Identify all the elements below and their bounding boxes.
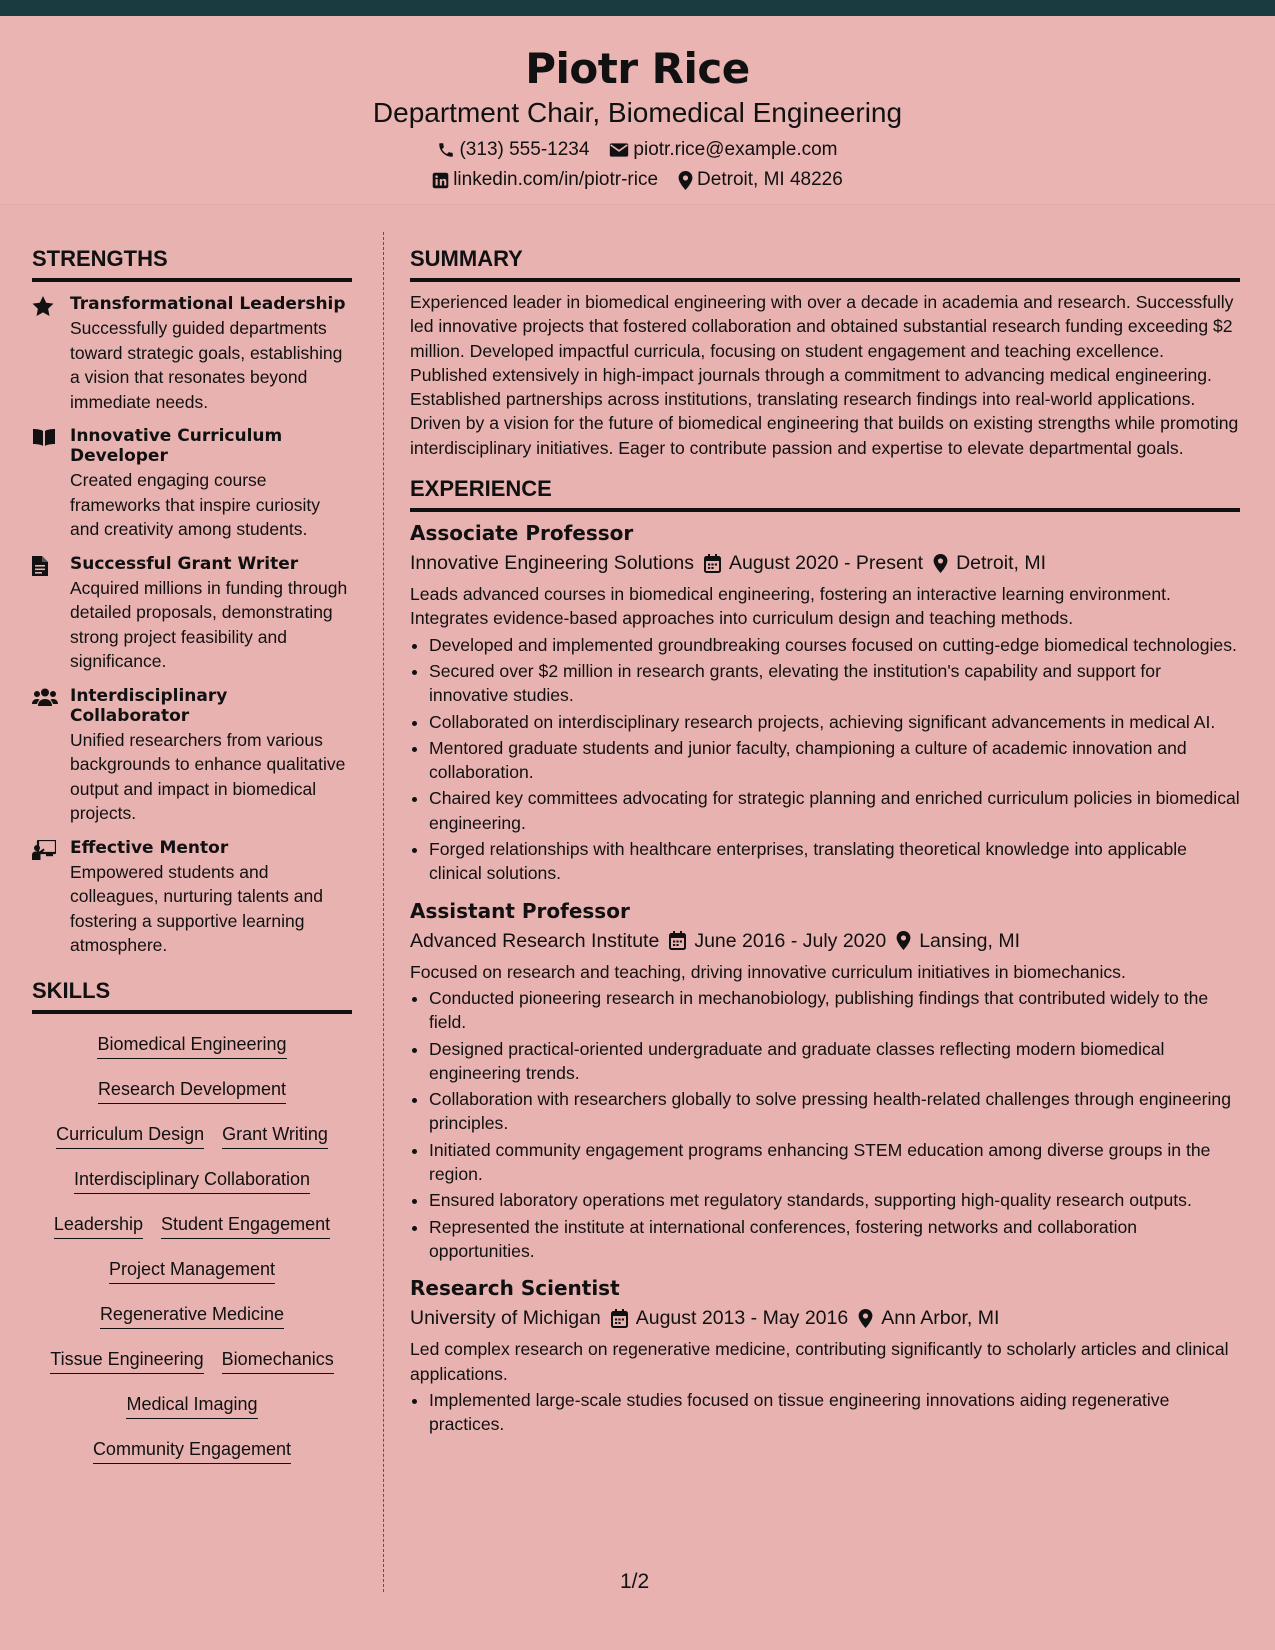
strength-desc: Created engaging course frameworks that inspire curiosity and creativity among students. [70,470,320,539]
phone-text: (313) 555-1234 [459,139,590,160]
email-text[interactable]: piotr.rice@example.com [633,139,838,160]
candidate-title: Department Chair, Biomedical Engineering [372,97,903,128]
location-contact [678,168,843,192]
strength-title: Transformational Leadership [70,294,346,314]
job-dates: August 2020 - Present [729,552,924,575]
job-bullets [410,633,1240,886]
skill-row [32,1204,352,1249]
skill-row [32,1114,352,1159]
strength-item [32,686,352,826]
job-bullet: • Secured over $2 million in research grants, elevating the institution's capability and support for innovative studies. [429,659,1240,708]
job-bullet: • Implemented large-scale studies focused on tissue engineering innovations aiding regenerative practices. [429,1388,1240,1437]
job-bullet: • Ensured laboratory operations met regulatory standards, supporting high-quality research outputs. [429,1188,1240,1212]
job-bullet: • Chaired key committees advocating for strategic planning and enriched curriculum policies in biomedical engineering. [429,786,1240,835]
skills-list [32,1024,352,1474]
experience-heading: EXPERIENCE [410,474,1240,512]
contact-row-2 [0,168,1275,192]
skill-row [32,1384,352,1429]
strength-item [32,294,352,414]
strength-title: Interdisciplinary Collaborator [70,685,228,726]
phone-icon [437,141,455,159]
job-location: Lansing, MI [919,929,1021,952]
job-company: Advanced Research Institute [410,929,660,952]
skills-heading: SKILLS [32,976,352,1014]
star-icon [32,296,54,317]
job-bullets [410,1388,1240,1437]
job-description: Led complex research on regenerative medicine, contributing significantly to scholarly articles and clinical applications. [410,1339,1229,1384]
document-icon [32,556,48,576]
job-bullet: • Collaborated on interdisciplinary research projects, achieving significant advancements in medical AI. [429,710,1240,734]
page-number: 1/2 [620,1570,650,1593]
book-icon [32,428,56,446]
candidate-name: Piotr Rice [525,44,750,93]
strength-item [32,838,352,958]
skill-tag: Regenerative Medicine [100,1303,284,1329]
job-description: Focused on research and teaching, driving innovative curriculum initiatives in biomechanics. [410,961,1126,982]
envelope-icon [609,141,629,159]
skill-tag: Curriculum Design [56,1123,204,1149]
job-role: Associate Professor [410,521,634,546]
column-divider [383,232,384,1592]
job-bullet: • Represented the institute at international conferences, fostering networks and collaboration opportunities. [429,1215,1240,1264]
job-meta [410,928,1240,954]
linkedin-contact[interactable] [432,168,658,192]
left-column [32,244,352,1474]
job-bullet: • Conducted pioneering research in mechanobiology, publishing findings that contributed widely to the field. [429,986,1240,1035]
strength-desc: Successfully guided departments toward strategic goals, establishing a vision that resonates beyond immediate needs. [70,318,343,412]
job-role: Assistant Professor [410,898,630,923]
experience-entry [410,898,1240,1264]
resume-header [0,16,1275,205]
job-location: Ann Arbor, MI [881,1307,1000,1330]
job-dates: June 2016 - July 2020 [694,929,887,952]
experience-entry [410,520,1240,886]
skill-row [32,1429,352,1474]
strength-title: Innovative Curriculum Developer [70,426,283,466]
skill-tag: Student Engagement [161,1213,330,1239]
job-bullet: • Designed practical-oriented undergraduate and graduate classes reflecting modern biomedical engineering trends. [429,1037,1240,1086]
skill-tag: Tissue Engineering [50,1348,203,1374]
skill-tag: Medical Imaging [126,1393,257,1419]
map-pin-icon [896,931,911,950]
location-text: Detroit, MI 48226 [697,169,843,190]
strengths-heading: STRENGTHS [32,244,352,282]
skill-row [32,1069,352,1114]
skill-tag: Leadership [54,1213,143,1239]
skill-row [32,1294,352,1339]
job-location: Detroit, MI [956,552,1047,575]
job-bullet: • Collaboration with researchers globally to solve pressing health-related challenges through engineering principles. [429,1087,1240,1136]
summary-heading: SUMMARY [410,244,1240,282]
linkedin-icon [432,172,449,189]
top-accent-bar [0,0,1275,16]
job-bullet: • Initiated community engagement programs enhancing STEM education among diverse groups in the region. [429,1138,1240,1187]
phone-contact [437,138,589,162]
strength-desc: Acquired millions in funding through detailed proposals, demonstrating strong project feasibility and significance. [70,577,348,671]
skill-tag: Biomedical Engineering [97,1033,286,1059]
job-bullet: • Forged relationships with healthcare enterprises, translating theoretical knowledge into applicable clinical solutions. [429,837,1240,886]
job-meta [410,550,1240,576]
skill-tag: Grant Writing [222,1123,328,1149]
calendar-icon [669,931,686,950]
job-bullet: • Mentored graduate students and junior faculty, championing a culture of academic innovation and collaboration. [429,736,1240,785]
contact-row-1 [0,138,1275,162]
skill-row [32,1159,352,1204]
skill-row [32,1339,352,1384]
strength-item [32,554,352,674]
map-pin-icon [678,171,693,190]
skill-tag: Interdisciplinary Collaboration [74,1168,310,1194]
skill-tag: Project Management [109,1258,275,1284]
map-pin-icon [933,554,948,573]
email-contact[interactable] [609,138,837,162]
skill-tag: Research Development [98,1078,286,1104]
linkedin-text[interactable]: linkedin.com/in/piotr-rice [453,169,659,190]
experience-entry [410,1275,1240,1436]
strength-title: Effective Mentor [70,837,229,858]
strength-title: Successful Grant Writer [70,553,299,574]
right-column [410,244,1240,1438]
job-role: Research Scientist [410,1276,620,1301]
strength-desc: Empowered students and colleagues, nurturing talents and fostering a supportive learning atmosphere. [70,861,323,955]
skill-tag: Biomechanics [222,1348,334,1374]
users-icon [32,688,58,706]
job-meta [410,1305,1240,1331]
job-description: Leads advanced courses in biomedical engineering, fostering an interactive learning environment. Integrates evidence-based approaches into curriculum design and teaching methods. [410,584,1171,629]
calendar-icon [704,554,721,573]
summary-text: Experienced leader in biomedical engineering with over a decade in academia and research. Successfully led innovative projects that fostered collaboration and obtained substantial research funding exceeding $2 million. Developed impactful curricula, focusing on student engagement and teaching excellence. Published extensively in high-impact journals through a commitment to advancing medical engineering. Established partnerships across institutions, translating research findings into real-world applications. Driven by a vision for the future of biomedical engineering that builds on existing strengths while promoting interdisciplinary initiatives. Eager to contribute passion and expertise to elevate departmental goals. [410,292,1239,458]
calendar-icon [611,1309,628,1328]
job-bullets [410,986,1240,1263]
map-pin-icon [858,1309,873,1328]
job-bullet: • Developed and implemented groundbreaking courses focused on cutting-edge biomedical technologies. [429,633,1240,657]
job-company: University of Michigan [410,1307,601,1330]
teacher-icon [32,840,56,860]
strength-item [32,426,352,542]
job-company: Innovative Engineering Solutions [410,552,695,575]
strength-desc: Unified researchers from various backgrounds to enhance qualitative output and impact in biomedical projects. [70,729,346,823]
job-dates: August 2013 - May 2016 [635,1307,849,1330]
skill-row [32,1249,352,1294]
skill-tag: Community Engagement [93,1438,291,1464]
skill-row [32,1024,352,1069]
